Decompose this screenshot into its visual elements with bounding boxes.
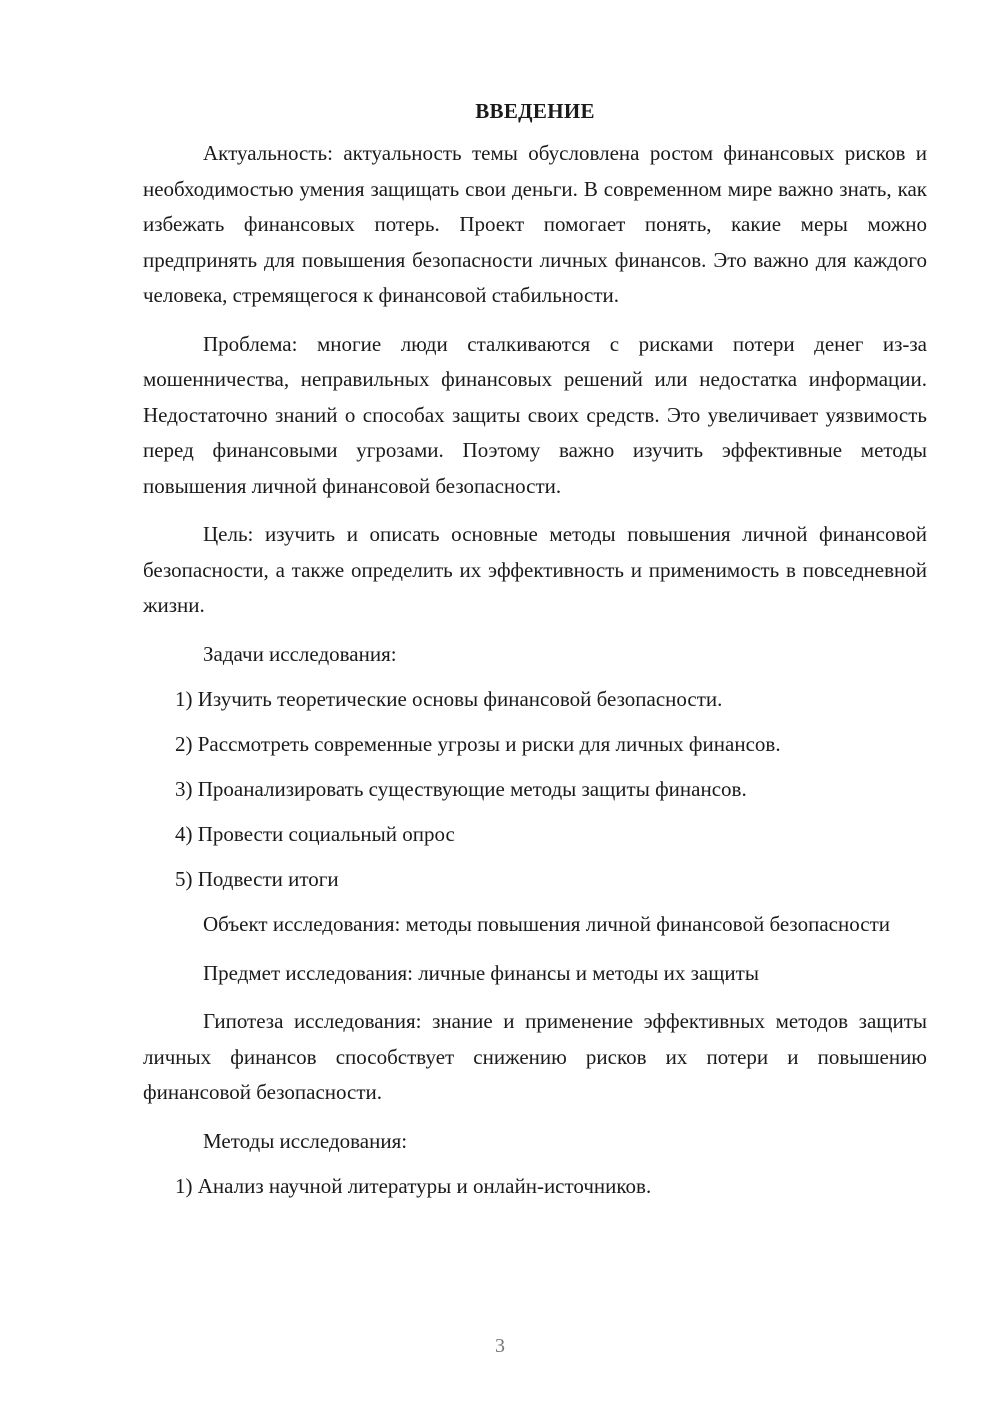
list-item: 5) Подвести итоги <box>175 867 339 891</box>
methods-list <box>143 1169 927 1205</box>
hypothesis-paragraph: Гипотеза исследования: знание и применение эффективных методов защиты личных финансов способствует снижению рисков их потери и повышению финансовой безопасности. <box>143 1009 927 1104</box>
list-item: 3) Проанализировать существующие методы защиты финансов. <box>175 777 747 801</box>
object-paragraph: Объект исследования: методы повышения личной финансовой безопасности <box>203 912 890 936</box>
page-content <box>143 94 927 1214</box>
tasks-heading: Задачи исследования: <box>203 641 397 666</box>
goal-paragraph: Цель: изучить и описать основные методы повышения личной финансовой безопасности, а также определить их эффективность и применимость в повседневной жизни. <box>143 522 927 617</box>
relevance-paragraph: Актуальность: актуальность темы обусловлена ростом финансовых рисков и необходимостью умения защищать свои деньги. В современном мире важно знать, как избежать финансовых потерь. Проект помогает понять, какие меры можно предпринять для повышения безопасности личных финансов. Это важно для каждого человека, стремящегося к финансовой стабильности. <box>143 141 927 307</box>
tasks-list <box>143 682 927 898</box>
list-item: 4) Провести социальный опрос <box>175 822 455 846</box>
methods-heading: Методы исследования: <box>203 1128 408 1153</box>
list-item: 2) Рассмотреть современные угрозы и риски для личных финансов. <box>175 732 781 756</box>
page-number: 3 <box>495 1335 505 1357</box>
section-title: ВВЕДЕНИЕ <box>475 99 595 123</box>
list-item: 1) Изучить теоретические основы финансовой безопасности. <box>175 687 723 711</box>
list-item: 1) Анализ научной литературы и онлайн-источников. <box>175 1174 652 1198</box>
subject-paragraph: Предмет исследования: личные финансы и методы их защиты <box>203 960 759 985</box>
problem-paragraph: Проблема: многие люди сталкиваются с рисками потери денег из-за мошенничества, неправильных финансовых решений или недостатка информации. Недостаточно знаний о способах защиты своих средств. Это увеличивает уязвимость перед финансовыми угрозами. Поэтому важно изучить эффективные методы повышения личной финансовой безопасности. <box>143 331 927 498</box>
